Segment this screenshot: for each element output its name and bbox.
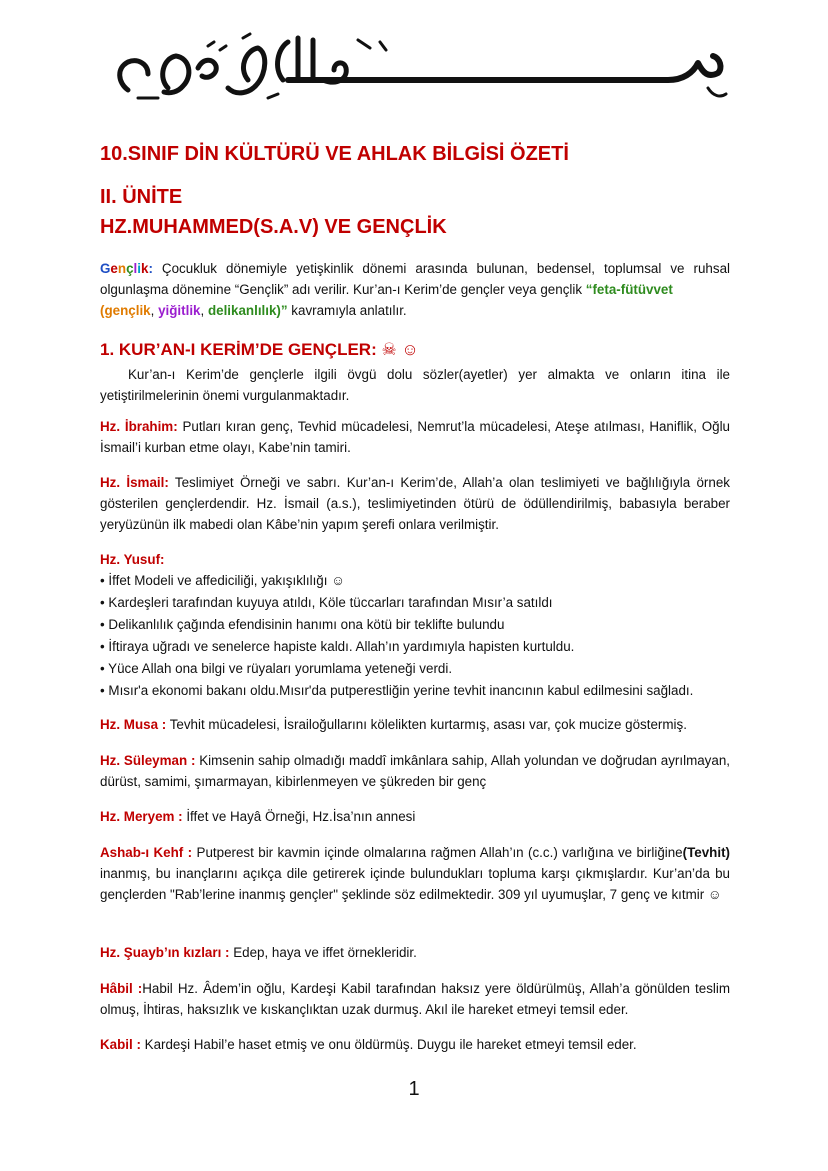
list-item: • Mısır'a ekonomi bakanı oldu.Mısır'da putperestliğin yerine tevhit inancının kabul edilmesini sağladı. bbox=[100, 683, 694, 698]
genclik-def-text: Çocukluk dönemiyle yetişkinlik dönemi arasında bulunan, bedensel, toplumsal ve ruhsal olgunlaşma dönemine “Gençlik” adı verilir. Kur’an-ı Kerim’de gençler veya gençlik bbox=[100, 261, 730, 297]
kehf-text: Putperest bir kavmin içinde olmalarına rağmen Allah’ın (c.c.) varlığına ve birliğine bbox=[192, 845, 683, 860]
ismail-text: Teslimiyet Örneği ve sabrı. Kur’an-ı Kerim’de, Allah’a olan teslimiyeti ve bağlılığıyla örnek gösterilen gençlerdendir. Hz. İsmail (a.s.), teslimiyetinden ötürü de ödüllendirilmiş, babasıyla beraber yeryüzünün ilk mabedi olan Kâbe’nin yapım şerefi onlara verilmiştir. bbox=[100, 475, 730, 532]
meryem-text: İffet ve Hayâ Örneği, Hz.İsa’nın annesi bbox=[182, 809, 416, 824]
suayb-paragraph bbox=[100, 942, 730, 963]
kehf-text-2: inanmış, bu inançlarını açıkça dile getirerek içinde bulundukları topluma karşı çıkmışlardır. Kur’an’da bu gençlerden "Rab’lerine inanmış gençler" şeklinde söz edilmektedir. 309 yıl uyumuşlar, 7 genç ve kıtmir ☺ bbox=[100, 866, 730, 902]
habil-label: Hâbil : bbox=[100, 981, 143, 996]
ibrahim-paragraph bbox=[100, 416, 730, 458]
list-item: • Yüce Allah ona bilgi ve rüyaları yorumlama yeteneği verdi. bbox=[100, 661, 453, 676]
meryem-paragraph bbox=[100, 806, 730, 827]
feta-term: “feta-fütüvvet bbox=[585, 282, 673, 297]
musa-paragraph bbox=[100, 714, 730, 735]
comma: , bbox=[150, 303, 159, 318]
musa-label: Hz. Musa : bbox=[100, 717, 167, 732]
ibrahim-label: Hz. İbrahim: bbox=[100, 419, 178, 434]
genclik-def-end: kavramıyla anlatılır. bbox=[287, 303, 407, 318]
musa-text: Tevhit mücadelesi, İsrailoğullarını kölelikten kurtarmış, asası var, çok mucize göstermiş. bbox=[166, 717, 687, 732]
basmala-calligraphy bbox=[108, 28, 738, 106]
unit-subheading: HZ.MUHAMMED(S.A.V) VE GENÇLİK bbox=[100, 216, 447, 238]
kabil-text: Kardeşi Habil’e haset etmiş ve onu öldürmüş. Duygu ile hareket etmeyi temsil eder. bbox=[140, 1037, 637, 1052]
ibrahim-text: Putları kıran genç, Tevhid mücadelesi, Nemrut’la mücadelesi, Ateşe atılması, Haniflik, Oğlu İsmail’i kurban etme olayı, Kabe’nin tamiri. bbox=[100, 419, 730, 455]
section-intro: Kur’an-ı Kerim’de gençlerle ilgili övgü dolu sözler(ayetler) yer almakta ve onların itina ile yetiştirilmelerinin önemi vurgulanmaktadır. bbox=[100, 367, 730, 403]
genclik-letter: ç bbox=[126, 261, 134, 276]
suleyman-paragraph bbox=[100, 750, 730, 792]
kabil-label: Kabil : bbox=[100, 1037, 141, 1052]
list-item: • İffet Modeli ve affediciliği, yakışıklılığı ☺ bbox=[100, 573, 345, 588]
genclik-letter: n bbox=[117, 261, 127, 276]
list-item: • İftiraya uğradı ve senelerce hapiste kaldı. Allah’ın yardımıyla hapisten kurtuldu. bbox=[100, 639, 575, 654]
kabil-paragraph bbox=[100, 1034, 730, 1055]
term-genclik: gençlik bbox=[104, 303, 151, 318]
kehf-label: Ashab-ı Kehf : bbox=[100, 845, 193, 860]
list-item: • Delikanlılık çağında efendisinin hanımı ona kötü bir teklifte bulundu bbox=[100, 617, 505, 632]
kehf-paragraph bbox=[100, 842, 730, 905]
genclik-letter: i bbox=[137, 261, 141, 276]
suleyman-text: Kimsenin sahip olmadığı maddî imkânlara sahip, Allah yolundan ve doğrudan ayrılmayan, dürüst, samimi, şımarmayan, kibirlenmeyen ve şükreden bir genç bbox=[100, 753, 730, 789]
suayb-text: Edep, haya ve iffet örnekleridir. bbox=[229, 945, 417, 960]
habil-paragraph bbox=[100, 978, 730, 1020]
habil-text: Habil Hz. Âdem’in oğlu, Kardeşi Kabil tarafından haksız yere öldürülmüş, Allah’a gönülden teslim olmuş, İhtiras, haksızlık ve kıskançlıktan uzak durmuş. Akıl ile hareket etmeyi temsil eder. bbox=[100, 981, 731, 1017]
ismail-label: Hz. İsmail: bbox=[100, 475, 169, 490]
genclik-letter: e bbox=[110, 261, 118, 276]
comma: , bbox=[200, 303, 208, 318]
paren-open: ( bbox=[100, 303, 105, 318]
page-number: 1 bbox=[408, 1078, 420, 1100]
genclik-letter: k bbox=[140, 261, 149, 276]
list-item: • Kardeşleri tarafından kuyuya atıldı, Köle tüccarları tarafından Mısır’a satıldı bbox=[100, 595, 553, 610]
meryem-label: Hz. Meryem : bbox=[100, 809, 183, 824]
genclik-letter: G bbox=[100, 261, 111, 276]
yusuf-list bbox=[100, 570, 740, 702]
suleyman-label: Hz. Süleyman : bbox=[100, 753, 196, 768]
genclik-letter: : bbox=[148, 261, 153, 276]
genclik-letter: l bbox=[133, 261, 138, 276]
yusuf-label: Hz. Yusuf: bbox=[100, 552, 165, 567]
kehf-tevhit: (Tevhit) bbox=[682, 845, 730, 860]
section-heading: 1. KUR’AN-I KERİM’DE GENÇLER: ☠ ☺ bbox=[100, 340, 419, 359]
genclik-definition bbox=[100, 258, 730, 321]
term-delikanlilik: delikanlılık)” bbox=[207, 303, 288, 318]
term-yigitlik: yiğitlik bbox=[158, 303, 201, 318]
suayb-label: Hz. Şuayb’ın kızları : bbox=[100, 945, 230, 960]
unit-heading: II. ÜNİTE bbox=[100, 186, 183, 208]
document-title: 10.SINIF DİN KÜLTÜRÜ VE AHLAK BİLGİSİ ÖZETİ bbox=[100, 143, 569, 165]
yusuf-label-line bbox=[100, 549, 730, 570]
ismail-paragraph bbox=[100, 472, 730, 535]
